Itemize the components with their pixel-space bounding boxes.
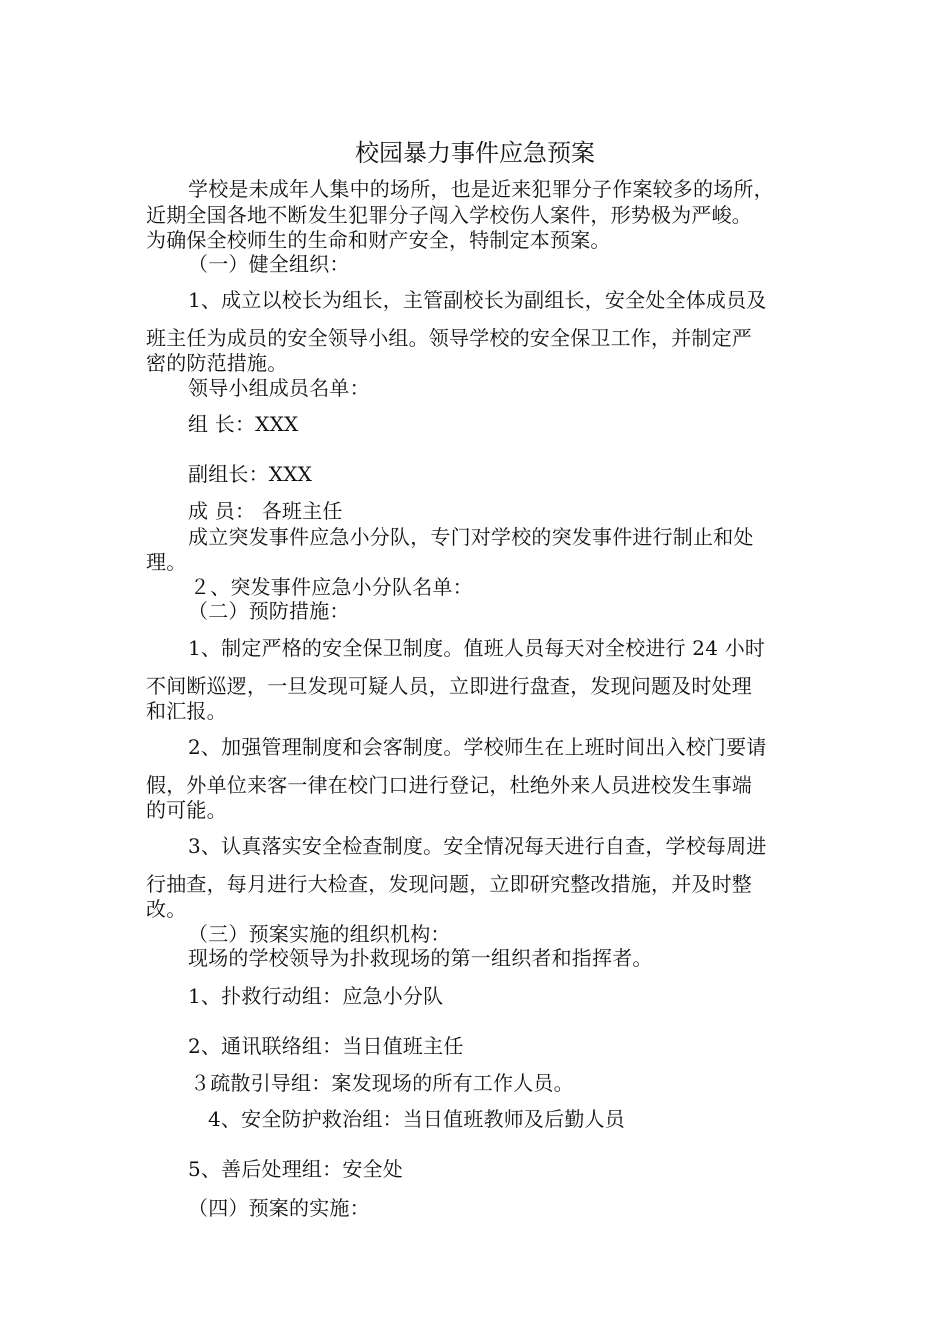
- section-heading: （四）预案的实施：: [188, 1196, 370, 1220]
- paragraph-line: 和汇报。: [146, 699, 227, 723]
- document-title: 校园暴力事件应急预案: [355, 139, 595, 167]
- paragraph-line: 现场的学校领导为扑救现场的第一组织者和指挥者。: [188, 946, 653, 970]
- member-line-members: 成 员： 各班主任: [188, 499, 343, 523]
- paragraph-line: 的可能。: [146, 798, 227, 822]
- paragraph-line: 领导小组成员名单：: [188, 376, 370, 400]
- paragraph-line: 改。: [146, 897, 187, 921]
- paragraph-line: 1、成立以校长为组长，主管副校长为副组长，安全处全体成员及: [188, 288, 767, 312]
- paragraph-line: ２、突发事件应急小分队名单：: [190, 575, 473, 599]
- paragraph-line: 2、加强管理制度和会客制度。学校师生在上班时间出入校门要请: [188, 735, 767, 759]
- paragraph-line: 不间断巡逻，一旦发现可疑人员，立即进行盘查，发现问题及时处理: [146, 674, 752, 698]
- list-item: 1、扑救行动组：应急小分队: [188, 984, 444, 1008]
- paragraph-line: 学校是未成年人集中的场所，也是近来犯罪分子作案较多的场所，: [188, 177, 774, 201]
- list-item: 2、通讯联络组：当日值班主任: [188, 1034, 464, 1058]
- paragraph-line: 理。: [146, 550, 187, 574]
- paragraph-line: 班主任为成员的安全领导小组。领导学校的安全保卫工作，并制定严: [146, 326, 752, 350]
- section-heading: （一）健全组织：: [188, 252, 350, 276]
- paragraph-line: 为确保全校师生的生命和财产安全，特制定本预案。: [146, 228, 611, 252]
- paragraph-line: 密的防范措施。: [146, 351, 288, 375]
- section-heading: （三）预案实施的组织机构：: [188, 922, 451, 946]
- paragraph-line: 1、制定严格的安全保卫制度。值班人员每天对全校进行 24 小时: [188, 636, 766, 660]
- paragraph-line: 成立突发事件应急小分队，专门对学校的突发事件进行制止和处: [188, 525, 754, 549]
- list-item: 4、安全防护救治组：当日值班教师及后勤人员: [208, 1107, 625, 1131]
- paragraph-line: 行抽查，每月进行大检查，发现问题，立即研究整改措施，并及时整: [146, 872, 752, 896]
- section-heading: （二）预防措施：: [188, 599, 350, 623]
- paragraph-line: 假，外单位来客一律在校门口进行登记，杜绝外来人员进校发生事端: [146, 773, 752, 797]
- paragraph-line: 3、认真落实安全检查制度。安全情况每天进行自查，学校每周进: [188, 834, 767, 858]
- list-item: 5、善后处理组：安全处: [188, 1157, 403, 1181]
- paragraph-line: 近期全国各地不断发生犯罪分子闯入学校伤人案件，形势极为严峻。: [146, 203, 752, 227]
- list-item: ３疏散引导组：案发现场的所有工作人员。: [190, 1071, 574, 1095]
- member-line-leader: 组 长：XXX: [188, 412, 299, 436]
- member-line-deputy: 副组长：XXX: [188, 462, 313, 486]
